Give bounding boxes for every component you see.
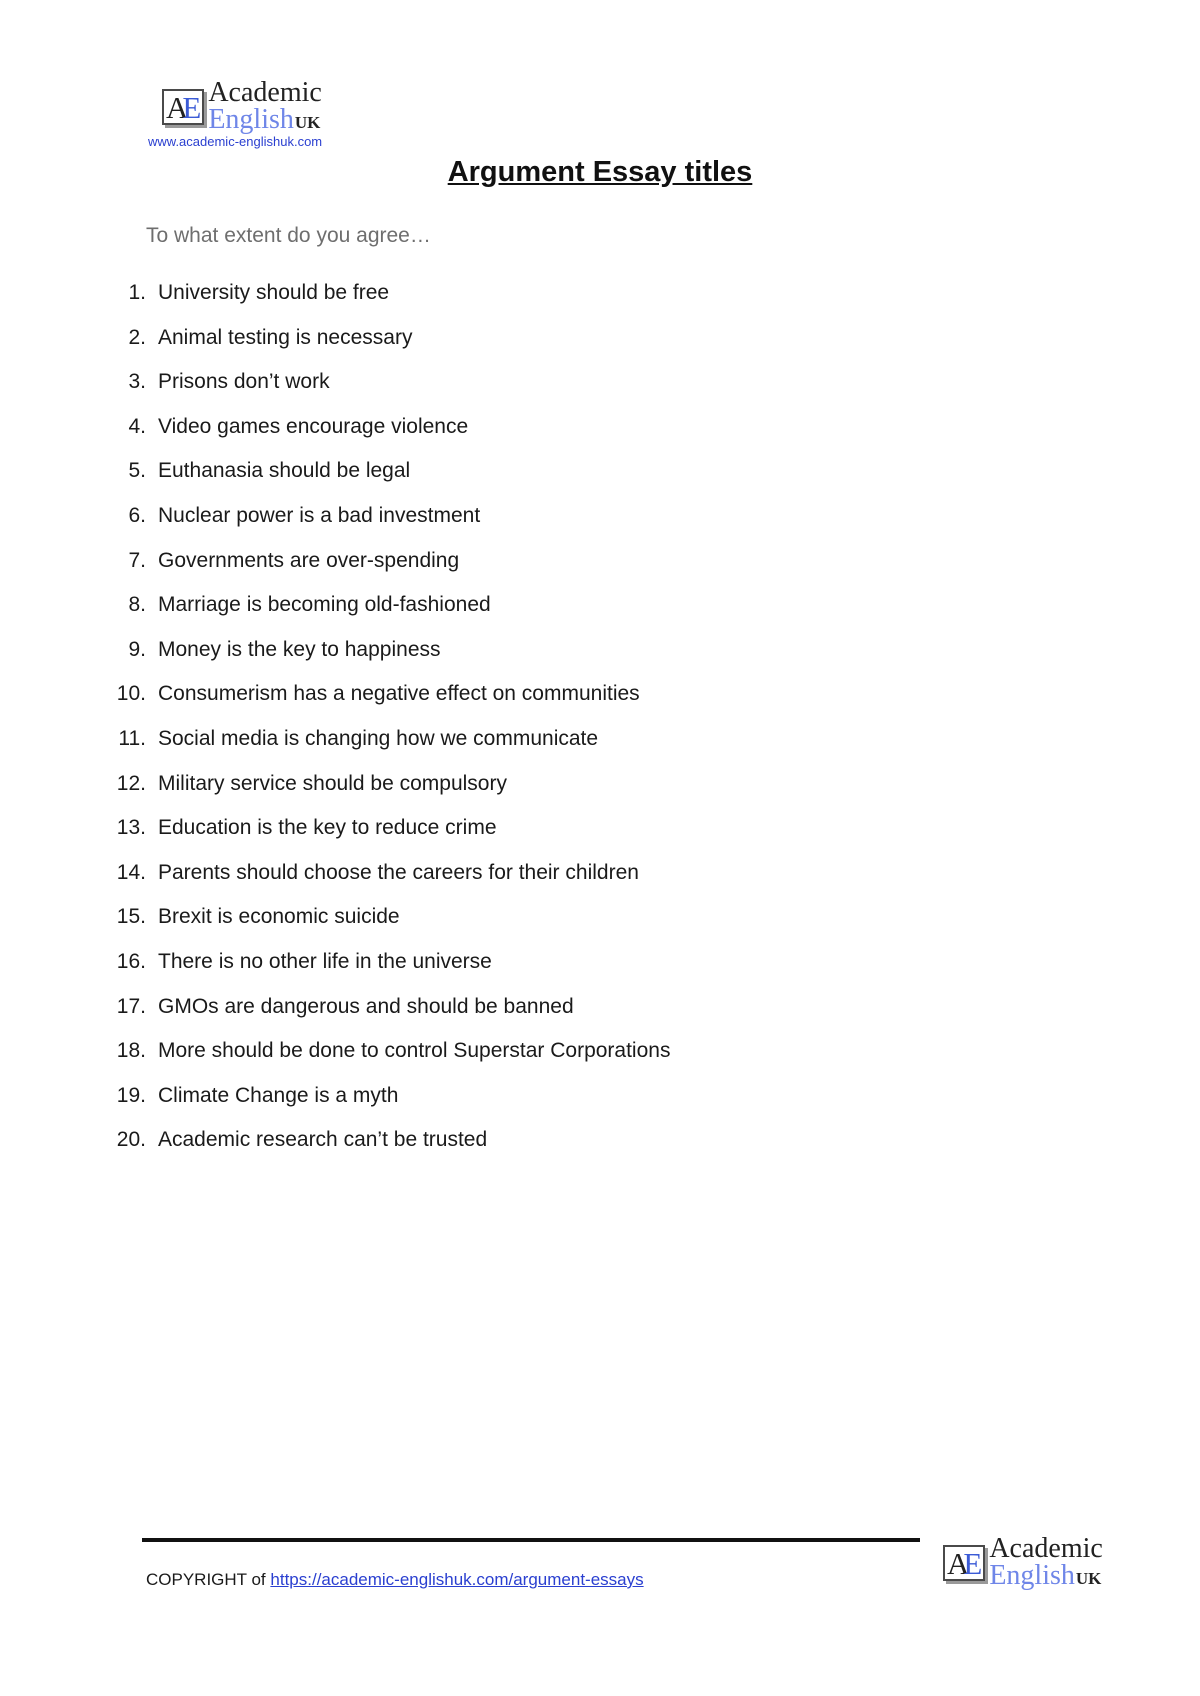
list-item-number: 16. bbox=[116, 949, 146, 973]
list-item-text: Nuclear power is a bad investment bbox=[158, 503, 481, 527]
list-item-number: 6. bbox=[128, 503, 146, 527]
list-item-text: Brexit is economic suicide bbox=[158, 905, 400, 929]
logo-top bbox=[162, 77, 322, 135]
copyright-link[interactable]: https://academic-englishuk.com/argument-essays bbox=[270, 1570, 644, 1589]
list-item-text: Money is the key to happiness bbox=[158, 637, 441, 661]
copyright-prefix: COPYRIGHT of bbox=[146, 1570, 266, 1589]
list-item-number: 3. bbox=[128, 370, 146, 394]
list-item-text: Military service should be compulsory bbox=[158, 771, 507, 795]
footer-divider bbox=[142, 1538, 920, 1542]
list-item-gap bbox=[146, 1084, 158, 1129]
logo-wordmark bbox=[989, 1533, 1103, 1591]
list-item-text: Governments are over-spending bbox=[158, 548, 460, 572]
list-item bbox=[98, 549, 670, 594]
list-item-number: 13. bbox=[116, 816, 146, 840]
list-item-number: 19. bbox=[116, 1083, 146, 1107]
list-item-gap bbox=[146, 593, 158, 638]
list-item bbox=[98, 727, 670, 772]
list-item bbox=[98, 861, 670, 906]
logo-word-bottom bbox=[989, 1559, 1103, 1591]
list-item-number: 7. bbox=[128, 548, 146, 572]
list-item-text: More should be done to control Superstar Corporations bbox=[158, 1039, 671, 1063]
list-item-text: GMOs are dangerous and should be banned bbox=[158, 994, 574, 1018]
list-item-number: 4. bbox=[128, 414, 146, 438]
list-item-gap bbox=[146, 727, 158, 772]
list-item-gap bbox=[146, 370, 158, 415]
essay-titles-list bbox=[98, 281, 670, 1173]
logo-word-english: English bbox=[208, 103, 294, 135]
list-item bbox=[98, 459, 670, 504]
list-item-number: 17. bbox=[116, 994, 146, 1018]
list-item bbox=[98, 1039, 670, 1084]
list-item-gap bbox=[146, 950, 158, 995]
list-item-number: 2. bbox=[128, 325, 146, 349]
list-item bbox=[98, 905, 670, 950]
list-item-gap bbox=[146, 772, 158, 817]
list-item-number: 12. bbox=[116, 771, 146, 795]
logo-word-uk: UK bbox=[1075, 1568, 1102, 1588]
list-item bbox=[98, 1084, 670, 1129]
list-item-gap bbox=[146, 638, 158, 683]
logo-word-top: Academic bbox=[989, 1533, 1103, 1564]
list-item bbox=[98, 370, 670, 415]
list-item-number: 11. bbox=[118, 726, 146, 750]
list-item-gap bbox=[146, 504, 158, 549]
list-item-gap bbox=[146, 459, 158, 504]
list-item-text: Academic research can’t be trusted bbox=[158, 1128, 488, 1152]
list-item bbox=[98, 995, 670, 1040]
logo-mark-a: A bbox=[947, 1545, 964, 1581]
list-item-gap bbox=[146, 816, 158, 861]
list-item bbox=[98, 326, 670, 371]
essay-prompt: To what extent do you agree… bbox=[146, 224, 431, 247]
logo-mark-icon bbox=[943, 1545, 985, 1581]
list-item-text: There is no other life in the universe bbox=[158, 949, 492, 973]
list-item bbox=[98, 281, 670, 326]
list-item-gap bbox=[146, 1039, 158, 1084]
logo-mark-e: E bbox=[963, 1545, 977, 1581]
list-item bbox=[98, 682, 670, 727]
list-item-number: 14. bbox=[116, 860, 146, 884]
logo-word-bottom bbox=[208, 103, 322, 135]
list-item bbox=[98, 1128, 670, 1173]
list-item-text: Climate Change is a myth bbox=[158, 1083, 399, 1107]
list-item-gap bbox=[146, 682, 158, 727]
list-item-number: 20. bbox=[116, 1128, 146, 1152]
list-item-gap bbox=[146, 1128, 158, 1173]
list-item-text: Video games encourage violence bbox=[158, 414, 469, 438]
list-item bbox=[98, 950, 670, 995]
logo-bottom bbox=[943, 1533, 1103, 1591]
website-url[interactable]: www.academic-englishuk.com bbox=[148, 134, 323, 149]
list-item-text: University should be free bbox=[158, 281, 390, 304]
list-item-number: 18. bbox=[116, 1039, 146, 1063]
list-item-gap bbox=[146, 549, 158, 594]
list-item-number: 1. bbox=[128, 281, 146, 304]
list-item-text: Prisons don’t work bbox=[158, 370, 330, 394]
list-item-text: Consumerism has a negative effect on communities bbox=[158, 682, 640, 706]
list-item bbox=[98, 415, 670, 460]
logo-mark-e: E bbox=[182, 89, 196, 125]
list-item bbox=[98, 593, 670, 638]
list-item-gap bbox=[146, 326, 158, 371]
logo-mark-icon bbox=[162, 89, 204, 125]
list-item-text: Education is the key to reduce crime bbox=[158, 816, 497, 840]
page-title: Argument Essay titles bbox=[447, 156, 753, 188]
list-item-gap bbox=[146, 281, 158, 326]
list-item-text: Social media is changing how we communicate bbox=[158, 726, 599, 750]
list-item bbox=[98, 772, 670, 817]
logo-word-top: Academic bbox=[208, 77, 322, 108]
list-item-number: 8. bbox=[128, 593, 146, 617]
list-item-text: Animal testing is necessary bbox=[158, 325, 413, 349]
list-item-number: 10. bbox=[116, 682, 146, 706]
list-item-gap bbox=[146, 415, 158, 460]
logo-wordmark bbox=[208, 77, 322, 135]
list-item bbox=[98, 638, 670, 683]
list-item-text: Euthanasia should be legal bbox=[158, 459, 411, 483]
list-item bbox=[98, 816, 670, 861]
list-item-text: Marriage is becoming old-fashioned bbox=[158, 593, 491, 617]
list-item-number: 9. bbox=[128, 637, 146, 661]
logo-word-english: English bbox=[989, 1559, 1075, 1591]
list-item-number: 5. bbox=[128, 459, 146, 483]
list-item-text: Parents should choose the careers for their children bbox=[158, 860, 639, 884]
list-item-gap bbox=[146, 905, 158, 950]
list-item-number: 15. bbox=[116, 905, 146, 929]
list-item-gap bbox=[146, 861, 158, 906]
logo-word-uk: UK bbox=[294, 112, 321, 132]
copyright-notice bbox=[146, 1570, 644, 1590]
list-item-gap bbox=[146, 995, 158, 1040]
logo-mark-a: A bbox=[166, 89, 183, 125]
list-item bbox=[98, 504, 670, 549]
